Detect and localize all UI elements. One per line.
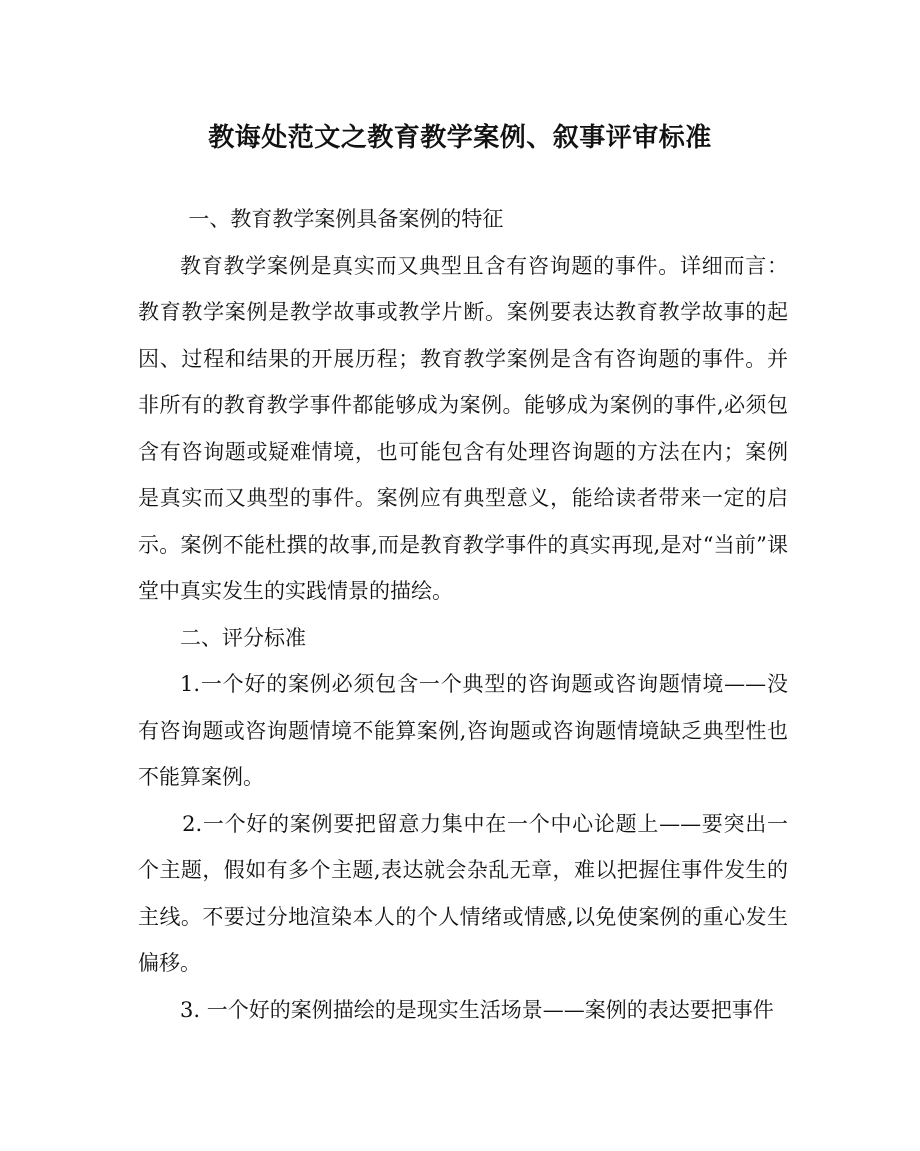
paragraph-case-definition: 教育教学案例是真实而又典型且含有咨询题的事件。详细而言：教育教学案例是教学故事或教学片断。案例要表达教育教学故事的起因、过程和结果的开展历程；教育教学案例是含有咨询题的事件。并非所有的教育教学事件都能够成为案例。能够成为案例的事件,必须包含有咨询题或疑难情境，也可能包含有处理咨询题的方法在内；案例是真实而又典型的事件。案例应有典型意义，能给读者带来一定的启示。案例不能杜撰的故事,而是教育教学事件的真实再现,是对“当前”课堂中真实发生的实践情景的描绘。 (138, 253, 788, 603)
scoring-item-2: 2.一个好的案例要把留意力集中在一个中心论题上——要突出一个主题，假如有多个主题,表达就会杂乱无章，难以把握住事件发生的主线。不要过分地渲染本人的个人情绪或情感,以免使案例的重心发生偏移。 (138, 811, 788, 975)
document-body (138, 196, 788, 1033)
document-title: 教诲处范文之教育教学案例、叙事评审标准 (208, 123, 712, 153)
section-heading-features: 一、教育教学案例具备案例的特征 (188, 207, 504, 231)
section-heading-scoring: 二、评分标准 (180, 625, 306, 650)
scoring-item-1: 1.一个好的案例必须包含一个典型的咨询题或咨询题情境——没有咨询题或咨询题情境不能算案例,咨询题或咨询题情境缺乏典型性也不能算案例。 (138, 672, 788, 789)
scoring-item-3: 3. 一个好的案例描绘的是现实生活场景——案例的表达要把事件 (180, 997, 774, 1022)
